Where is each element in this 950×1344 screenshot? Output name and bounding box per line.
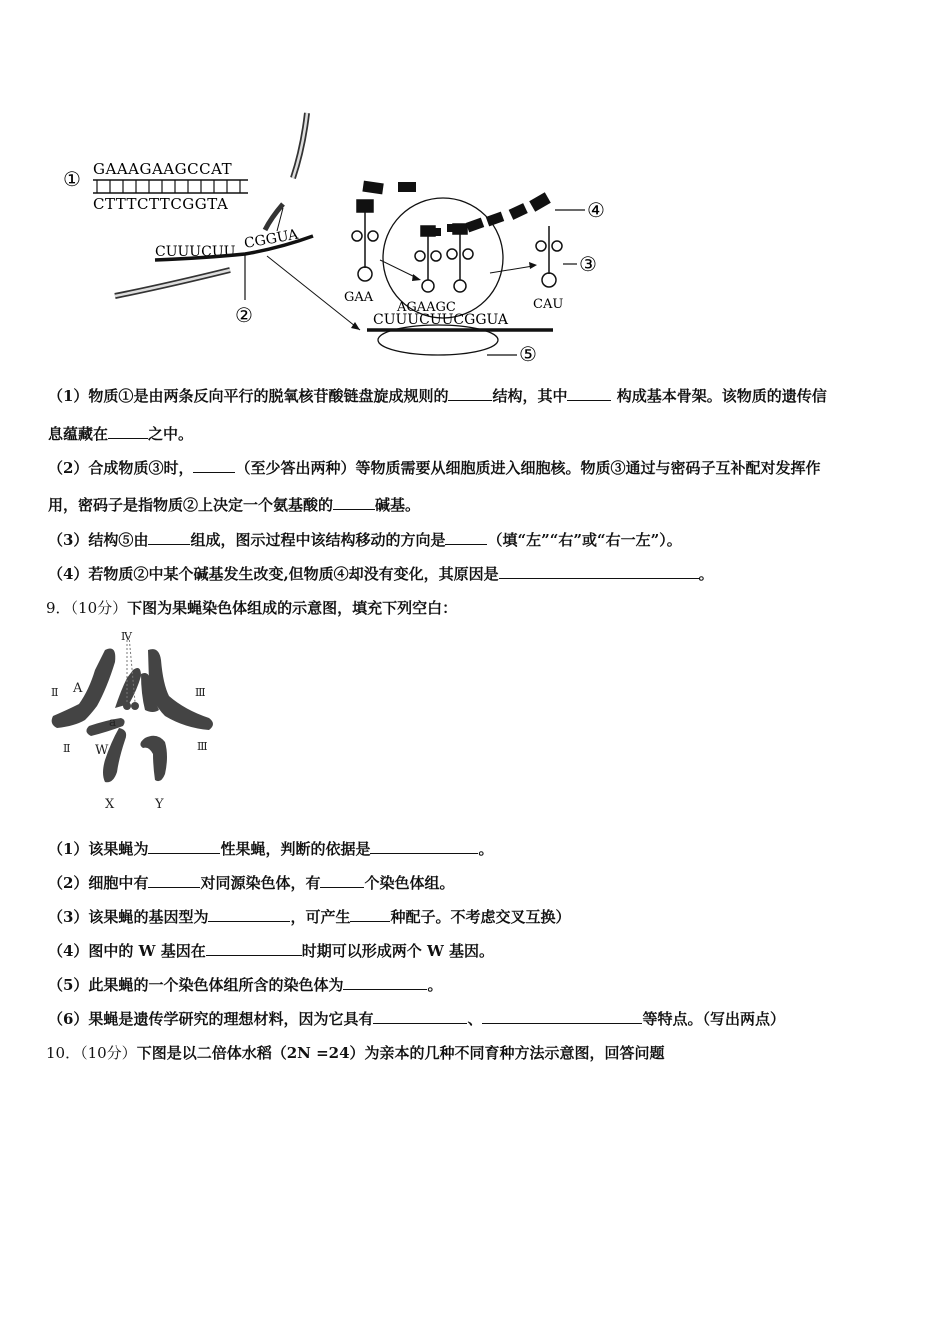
q9-sub2 (48, 872, 454, 893)
q8-part2-line1 (48, 457, 820, 478)
dna-bottom-strand: CTTTCTTCGGTA (93, 195, 229, 213)
q10-stem-c: ）为亲本的几种不同育种方法示意图，回答问题 (349, 1044, 665, 1062)
answer-blank[interactable] (343, 975, 427, 990)
mrna-right-text: CGGUA (242, 226, 300, 252)
q8-p1-text-e: 之中。 (148, 425, 194, 443)
q9-header (46, 597, 457, 618)
q9-s5-text-b: 。 (427, 976, 443, 994)
transcription-translation-figure (55, 108, 615, 373)
q10-number: 10．（10分） (46, 1044, 137, 1062)
label-ii-bottom: Ⅱ (63, 742, 71, 755)
answer-blank[interactable] (373, 1009, 467, 1024)
q8-p1-text-a: （1）物质①是由两条反向平行的脱氧核苷酸链盘旋成规则的 (48, 387, 449, 405)
dna-top-strand: GAAAGAAGCCAT (93, 160, 233, 178)
label-iii-bottom: Ⅲ (197, 740, 208, 753)
q9-s6-text-c: 等特点。（写出两点） (642, 1010, 785, 1028)
q8-p4-text-b: 。 (698, 565, 714, 583)
q8-p3-text-b: 组成，图示过程中该结构移动的方向是 (190, 531, 446, 549)
label-a-lower: a (109, 715, 117, 729)
label-ii-top: Ⅱ (51, 686, 59, 699)
anticodon-gaa: GAA (344, 290, 374, 305)
mrna-ribosome-text: CUUUCUUCGGUA (373, 312, 508, 328)
q8-part2-line2 (48, 494, 420, 515)
q9-number: 9．（10分） (46, 599, 128, 617)
q9-stem: 下图为果蝇染色体组成的示意图，填充下列空白： (127, 599, 458, 617)
answer-blank[interactable] (148, 530, 190, 545)
q9-s4-text-a: （4）图中的 W 基因在 (48, 942, 206, 960)
q9-s2-text-a: （2）细胞中有 (48, 874, 149, 892)
answer-blank[interactable] (333, 495, 375, 510)
q9-s1-text-a: （1）该果蝇为 (48, 840, 149, 858)
answer-blank[interactable] (350, 907, 390, 922)
answer-blank[interactable] (448, 386, 492, 401)
fruit-fly-chromosome-figure (45, 628, 225, 818)
q10-stem-b: 2N =24 (286, 1044, 350, 1062)
label-iii-top: Ⅲ (195, 686, 206, 699)
q8-p4-text-a: （4）若物质②中某个碱基发生改变,但物质④却没有变化，其原因是 (48, 565, 499, 583)
q8-p3-text-a: （3）结构⑤由 (48, 531, 149, 549)
q9-s2-text-c: 个染色体组。 (364, 874, 455, 892)
q9-s3-text-a: （3）该果蝇的基因型为 (48, 908, 209, 926)
q9-s3-text-b: ，可产生 (290, 908, 351, 926)
anticodon-agaagc: AGAAGC (397, 300, 456, 315)
q9-s3-text-c: 种配子。不考虑交叉互换） (390, 908, 571, 926)
q9-s5-text-a: （5）此果蝇的一个染色体组所含的染色体为 (48, 976, 344, 994)
q9-s6-text-a: （6）果蝇是遗传学研究的理想材料，因为它具有 (48, 1010, 374, 1028)
q9-sub4 (48, 940, 494, 961)
label-3: ③ (579, 252, 597, 276)
q8-part4 (48, 563, 714, 584)
q10-stem-a: 下图是以二倍体水稻（ (136, 1044, 287, 1062)
mrna-left-text: CUUUCUU (155, 244, 236, 260)
anticodon-cau: CAU (533, 297, 564, 312)
trna-in-ribosome (415, 224, 473, 292)
q8-part3 (48, 529, 682, 550)
label-1: ① (63, 167, 81, 191)
q8-p2-text-a: （2）合成物质③时， (48, 459, 194, 477)
label-w: W (95, 743, 109, 758)
label-2: ② (235, 303, 253, 327)
answer-blank[interactable] (148, 839, 220, 854)
q8-p1-text-c: 构成基本骨架。该物质的遗传信 (611, 387, 827, 405)
label-x: X (105, 797, 115, 812)
trna-cau (536, 226, 562, 287)
q9-s1-text-c: 。 (478, 840, 494, 858)
answer-blank[interactable] (499, 564, 699, 579)
q9-s4-text-b: 时期可以形成两个 W 基因。 (301, 942, 495, 960)
answer-blank[interactable] (148, 873, 200, 888)
q9-s6-text-b: 、 (467, 1010, 483, 1028)
label-5: ⑤ (519, 342, 537, 366)
answer-blank[interactable] (482, 1009, 642, 1024)
label-y: Y (155, 797, 164, 812)
q8-p1-text-b: 结构，其中 (492, 387, 568, 405)
answer-blank[interactable] (567, 386, 611, 401)
q8-p1-text-d: 息蕴藏在 (48, 425, 109, 443)
answer-blank[interactable] (193, 458, 235, 473)
q8-part1-line2 (48, 423, 193, 444)
label-a-upper: A (73, 681, 83, 696)
dna-rungs (97, 180, 240, 193)
q9-sub5 (48, 974, 442, 995)
q9-s2-text-b: 对同源染色体，有 (200, 874, 321, 892)
q8-p3-text-c: （填“左”“右”或“右一左”）。 (487, 531, 682, 549)
answer-blank[interactable] (320, 873, 364, 888)
trna-gaa (352, 200, 378, 281)
q8-p2-text-c: 用，密码子是指物质②上决定一个氨基酸的 (48, 496, 334, 514)
answer-blank[interactable] (208, 907, 290, 922)
answer-blank[interactable] (445, 530, 487, 545)
q9-sub3 (48, 906, 570, 927)
q8-p2-text-d: 碱基。 (375, 496, 421, 514)
answer-blank[interactable] (108, 424, 148, 439)
label-4: ④ (587, 198, 605, 222)
q10-header (46, 1042, 665, 1063)
answer-blank[interactable] (370, 839, 478, 854)
q9-sub1 (48, 838, 493, 859)
q8-part1-line1 (48, 385, 827, 406)
answer-blank[interactable] (206, 941, 302, 956)
q9-sub6 (48, 1008, 785, 1029)
label-iv: Ⅳ (121, 630, 132, 643)
q9-s1-text-b: 性果蝇，判断的依据是 (220, 840, 371, 858)
q8-p2-text-b: （至少答出两种）等物质需要从细胞质进入细胞核。物质③通过与密码子互补配对发挥作 (235, 459, 821, 477)
